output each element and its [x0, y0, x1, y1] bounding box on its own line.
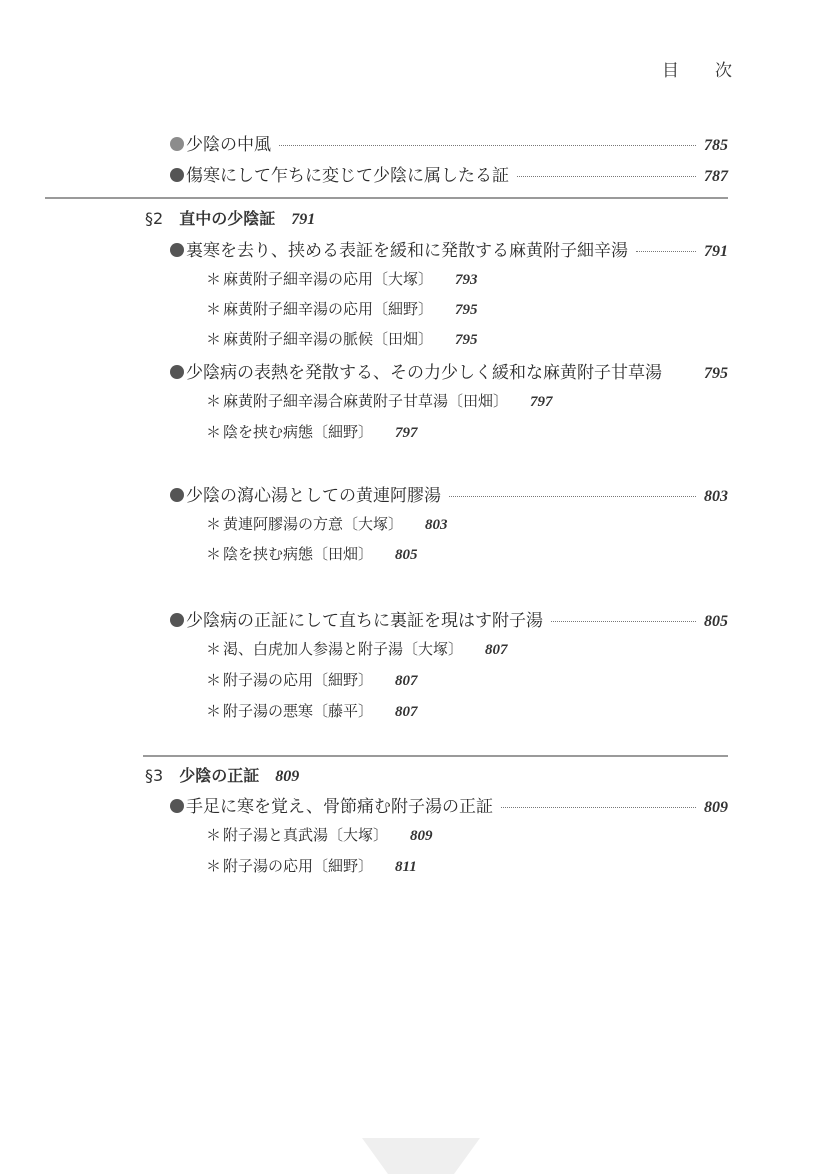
toc-entry[interactable]: [170, 161, 728, 186]
asterisk-icon: ＊: [206, 545, 222, 563]
toc-subentry-title: 麻黄附子細辛湯合麻黄附子甘草湯〔田畑〕: [223, 392, 509, 410]
toc-entry[interactable]: [170, 606, 728, 631]
page-number: 797: [530, 394, 553, 410]
page-number: 809: [275, 768, 300, 785]
page-number: 811: [395, 859, 417, 875]
toc-entry[interactable]: [170, 358, 728, 383]
section-number: §3: [145, 766, 164, 785]
bullet-icon: [170, 799, 184, 813]
dot-leader: [517, 176, 696, 177]
asterisk-icon: ＊: [206, 826, 222, 844]
page-number: 797: [395, 425, 418, 441]
header-title-char-1: 目: [662, 61, 679, 81]
page-number: 791: [291, 211, 316, 228]
toc-subentry[interactable]: [206, 543, 418, 564]
toc-subentry-title: 陰を挟む病態〔細野〕: [223, 423, 374, 441]
dot-leader: [279, 145, 696, 146]
toc-subentry-title: 麻黄附子細辛湯の応用〔細野〕: [223, 300, 434, 318]
page-tab-decoration: [362, 1138, 480, 1174]
page-number: 805: [704, 613, 728, 630]
toc-subentry-title: 附子湯の悪寒〔藤平〕: [223, 702, 374, 720]
asterisk-icon: ＊: [206, 300, 222, 318]
toc-subentry-title: 陰を挟む病態〔田畑〕: [223, 545, 374, 563]
toc-subentry[interactable]: [206, 421, 418, 442]
page-number: 787: [704, 168, 728, 185]
toc-subentry[interactable]: [206, 669, 418, 690]
toc-subentry[interactable]: [206, 513, 448, 534]
toc-subentry-title: 麻黄附子細辛湯の脈候〔田畑〕: [223, 330, 434, 348]
page-number: 803: [704, 488, 728, 505]
page-number: 807: [395, 704, 418, 720]
asterisk-icon: ＊: [206, 270, 222, 288]
toc-subentry-title: 附子湯と真武湯〔大塚〕: [223, 826, 389, 844]
page-number: 785: [704, 137, 728, 154]
toc-subentry[interactable]: [206, 824, 433, 845]
page-number: 791: [704, 243, 728, 260]
bullet-icon: [170, 488, 184, 502]
section-title: 少陰の正証: [179, 766, 260, 785]
page-number: 807: [485, 642, 508, 658]
bullet-icon: [170, 168, 184, 182]
toc-entry-title: 少陰病の表熱を発散する、その力少しく緩和な麻黄附子甘草湯: [186, 363, 662, 383]
page-number: 795: [455, 302, 478, 318]
toc-subentry[interactable]: [206, 268, 478, 289]
bullet-icon: [170, 137, 184, 151]
toc-entry-title: 傷寒にして乍ちに変じて少陰に属したる証: [186, 166, 509, 186]
toc-entry-title: 少陰病の正証にして直ちに裏証を現はす附子湯: [186, 611, 543, 631]
toc-subentry[interactable]: [206, 298, 478, 319]
asterisk-icon: ＊: [206, 857, 222, 875]
section-title: 直中の少陰証: [179, 209, 276, 228]
page-number: 807: [395, 673, 418, 689]
header-title-char-2: 次: [715, 61, 732, 81]
page-number: 805: [395, 547, 418, 563]
dot-leader: [449, 496, 696, 497]
toc-subentry[interactable]: [206, 638, 508, 659]
toc-subentry[interactable]: [206, 855, 417, 876]
toc-subentry-title: 附子湯の応用〔細野〕: [223, 671, 374, 689]
toc-entry-title: 少陰の瀉心湯としての黄連阿膠湯: [186, 486, 441, 506]
toc-subentry-title: 渇、白虎加人参湯と附子湯〔大塚〕: [223, 640, 464, 658]
bullet-icon: [170, 243, 184, 257]
page-number: 793: [455, 272, 478, 288]
asterisk-icon: ＊: [206, 671, 222, 689]
section-divider: [143, 755, 728, 757]
page-number: 795: [455, 332, 478, 348]
toc-subentry[interactable]: [206, 328, 478, 349]
toc-subentry-title: 黄連阿膠湯の方意〔大塚〕: [223, 515, 404, 533]
toc-entry[interactable]: [170, 130, 728, 155]
toc-entry[interactable]: [170, 792, 728, 817]
page-number: 809: [704, 799, 728, 816]
bullet-icon: [170, 365, 184, 379]
asterisk-icon: ＊: [206, 640, 222, 658]
asterisk-icon: ＊: [206, 423, 222, 441]
dot-leader: [636, 251, 696, 252]
page-number: 809: [410, 828, 433, 844]
toc-subentry[interactable]: [206, 700, 418, 721]
section-heading[interactable]: [145, 763, 299, 786]
page-number: 795: [704, 365, 728, 382]
asterisk-icon: ＊: [206, 392, 222, 410]
asterisk-icon: ＊: [206, 330, 222, 348]
toc-entry-title: 少陰の中風: [186, 135, 271, 155]
page-number: 803: [425, 517, 448, 533]
toc-entry[interactable]: [170, 481, 728, 506]
asterisk-icon: ＊: [206, 702, 222, 720]
section-heading[interactable]: [145, 206, 315, 229]
section-divider: [45, 197, 728, 199]
toc-entry-title: 手足に寒を覚え、骨節痛む附子湯の正証: [186, 797, 494, 817]
dot-leader: [501, 807, 696, 808]
toc-subentry[interactable]: [206, 390, 553, 411]
toc-subentry-title: 麻黄附子細辛湯の応用〔大塚〕: [223, 270, 434, 288]
dot-leader: [551, 621, 696, 622]
toc-subentry-title: 附子湯の応用〔細野〕: [223, 857, 374, 875]
bullet-icon: [170, 613, 184, 627]
toc-entry-title: 裏寒を去り、挟める表証を緩和に発散する麻黄附子細辛湯: [186, 241, 628, 261]
toc-entry[interactable]: [170, 236, 728, 261]
page-header-title: [662, 56, 732, 81]
asterisk-icon: ＊: [206, 515, 222, 533]
section-number: §2: [145, 209, 164, 228]
